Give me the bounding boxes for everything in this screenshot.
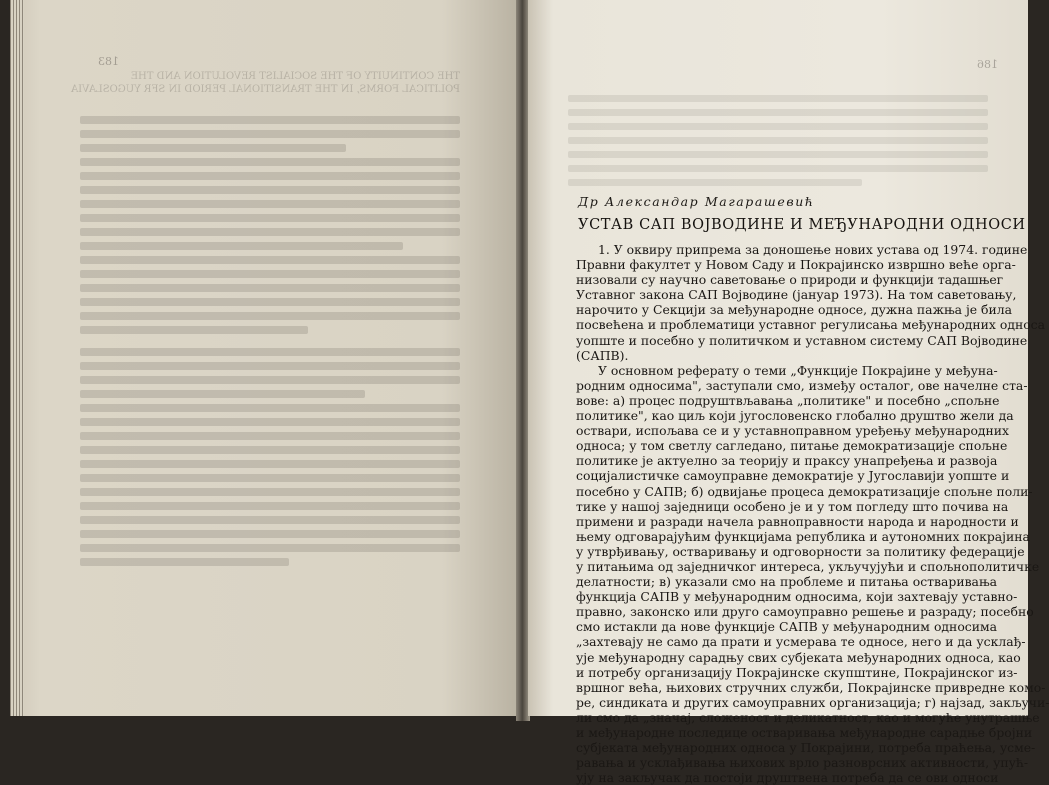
show-through-lines <box>80 110 460 572</box>
text-line: низовали су научно саветовање о природи и функцији тадашњег <box>576 272 1004 288</box>
text-line: делатности; в) указали смо на проблеме и питања остваривања <box>576 574 997 590</box>
text-line: Правни факултет у Новом Саду и Покрајинско извршно веће орга- <box>576 257 1016 273</box>
text-line: функција САПВ у међународним односима, који захтевају уставно- <box>576 589 1018 605</box>
text-line: у питањима од заједничког интереса, укључујући и спољнополитичке <box>576 558 1040 574</box>
text-line: посвећена и проблематици уставног регулисања међународних односа <box>576 317 1045 333</box>
text-line: оствари, испољава се и у уставноправном уређењу међународних <box>576 423 1010 439</box>
text-line: социјалистичке самоуправне демократије у Југославији уопште и <box>576 468 1010 484</box>
text-line: ли смо да „значај, сложеност и деликатност, као и могуће унутрашње <box>576 709 1040 725</box>
text-line: родним односима", заступали смо, између осталог, ове начелне ста- <box>576 377 1028 393</box>
text-line: нарочито у Секцији за међународне односе, дужна пажња је била <box>576 302 1013 318</box>
show-through-text <box>70 70 460 95</box>
article-author: Др Александар Магарашевић <box>578 194 815 209</box>
text-line: посебно у САПВ; б) одвијање процеса демократизације спољне поли- <box>576 483 1033 499</box>
text-line: и међународне последице остваривања међународне сарадње бројни <box>576 725 1033 740</box>
left-page-number: 183 <box>98 55 119 68</box>
text-line: равања и усклађивања њихових врло разноврсних активности, упућ- <box>576 755 1029 771</box>
text-line: у утврђивању, остваривању и одговорности за политику федерације <box>576 543 1025 559</box>
text-line: (САПВ). <box>576 347 629 363</box>
text-line: и потребу организацију Покрајинске скупштине, Покрајинског из- <box>576 664 1018 680</box>
text-line: политике је актуелно за теорију и праксу унапређења и развоја <box>576 453 998 469</box>
right-page <box>528 0 1049 785</box>
text-line: вове: а) процес подруштвљавања „политике" и посебно „спољне <box>576 392 1000 408</box>
text-line: ре, синдиката и других самоуправних организација; г) најзад, закључи- <box>576 694 1049 710</box>
text-line: тике у нашој заједници особено је и у том погледу што почива на <box>576 498 1009 514</box>
article-title: УСТАВ САП ВОЈВОДИНЕ И МЕЂУНАРОДНИ ОДНОСИ <box>578 217 1026 233</box>
left-page <box>10 0 518 716</box>
text-line: смо истакли да нове функције САПВ у међународним односима <box>576 619 997 635</box>
show-through-heading: THE CONTINUITY OF THE SOCIALIST REVOLUTION AND THE POLITICAL FORMS, IN THE TRANSITIONAL PERIOD IN SFR YUGOSLAVIA <box>70 71 460 95</box>
text-line: 1. У оквиру припрема за доношење нових устава од 1974. године <box>598 242 1028 257</box>
article-body <box>576 242 1049 785</box>
text-line: њему одговарајућим функцијама република и аутономних покрајина <box>576 528 1030 544</box>
text-line: ује међународну сарадњу свих субјеката међународних односа, као <box>576 649 1021 665</box>
page-edges <box>10 0 24 716</box>
text-line: ују на закључак да постоји друштвена потреба да се ови односи <box>576 770 999 785</box>
show-through-lines <box>568 88 988 193</box>
text-line: односа; у том светлу сагледано, питање демократизације спољне <box>576 438 1008 454</box>
text-line: вршног већа, њихових стручних служби, Покрајинске привредне комо- <box>576 679 1046 695</box>
text-line: субјеката међународних односа у Покрајини, потреба праћења, усме- <box>576 740 1036 756</box>
right-page-number: 186 <box>977 58 998 71</box>
text-line: правно, законско или друго самоуправно решење и разраду; посебно <box>576 604 1034 620</box>
text-line: У основном реферату о теми „Функције Покрајине у међуна- <box>598 362 998 378</box>
text-line: уопште и посебно у политичком и уставном систему САП Војводине <box>576 332 1028 348</box>
text-line: политике", као циљ који југословенско глобално друштво жели да <box>576 408 1014 424</box>
text-line: примени и разради начела равноправности народа и народности и <box>576 513 1019 529</box>
text-line: Уставног закона САП Војводине (јануар 1973). На том саветовању, <box>576 287 1017 303</box>
text-line: „захтевају не само да прати и усмерава те односе, него и да усклађ- <box>576 634 1026 650</box>
